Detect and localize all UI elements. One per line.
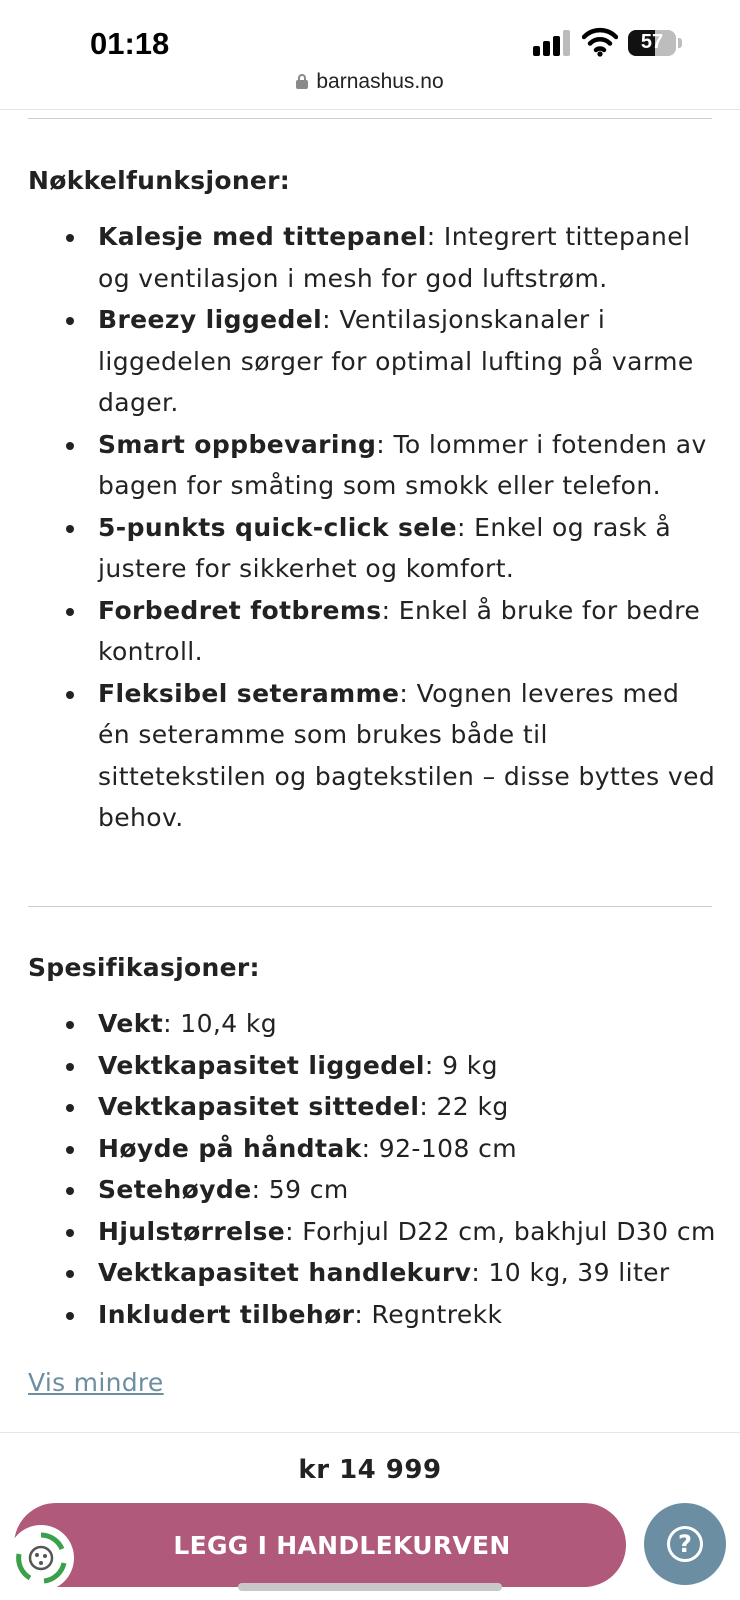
spec-item [28,1128,718,1170]
url-text: barnashus.no [316,70,444,93]
feature-item [28,673,718,839]
divider [28,118,712,119]
spec-item-text: : 10 kg, 39 liter [471,1258,670,1287]
product-details [0,110,740,1432]
feature-item-text: : To lommer i fotenden av bagen for småting som smokk eller telefon. [98,429,707,500]
status-bar [0,0,740,110]
specs-heading: Spesifikasjoner: [28,953,260,982]
recycle-icon[interactable] [8,1525,74,1591]
spec-item [28,1045,718,1087]
signal-icon [533,30,573,56]
feature-item-label: Breezy liggedel [98,305,323,334]
spec-item-label: Hjulstørrelse [98,1216,286,1246]
wifi-icon [582,27,618,57]
spec-item-label: Vektkapasitet sittedel [98,1092,420,1121]
feature-item-text: : Integrert tittepanel og ventilasjon i mesh for god luftstrøm. [98,222,691,293]
spec-item-text: : 22 kg [419,1092,509,1121]
specs-list [28,1003,718,1335]
spec-item-label: Setehøyde [98,1175,252,1204]
spec-item-text: : 9 kg [424,1050,498,1080]
features-list [28,216,718,839]
feature-item [28,299,718,424]
status-time: 01:18 [90,26,170,61]
spec-item [28,1211,718,1253]
feature-item-text: : Ventilasjonskanaler i liggedelen sørger for optimal lufting på varme dager. [98,305,694,417]
feature-item-label: 5-punkts quick-click sele [98,512,457,542]
add-to-cart-button[interactable]: LEGG I HANDLEKURVEN [14,1503,626,1587]
show-less-link[interactable]: Vis mindre [28,1368,164,1397]
help-button[interactable] [644,1503,726,1585]
spec-item-text: : 92-108 cm [361,1133,518,1163]
spec-item-text: : Forhjul D22 cm, bakhjul D30 cm [285,1216,716,1246]
feature-item-text: : Enkel og rask å justere for sikkerhet og komfort. [98,512,672,583]
spec-item-text: : 59 cm [251,1175,349,1204]
spec-item-label: Inkludert tilbehør [98,1299,355,1329]
feature-item-label: Smart oppbevaring [98,429,377,459]
spec-item-label: Vektkapasitet handlekurv [98,1258,472,1287]
spec-item [28,1294,718,1336]
feature-item-label: Kalesje med tittepanel [98,222,427,251]
spec-item [28,1252,718,1294]
feature-item [28,424,718,507]
spec-item-label: Vektkapasitet liggedel [98,1050,425,1080]
spec-item [28,1003,718,1045]
spec-item-label: Vekt [98,1009,164,1038]
spec-item-text: : 10,4 kg [163,1009,278,1038]
feature-item [28,216,718,299]
spec-item-text: : Regntrekk [354,1299,503,1329]
bottom-purchase-bar [0,1432,740,1600]
feature-item-label: Fleksibel seteramme [98,678,400,708]
divider [28,906,712,907]
feature-item-text: : Vognen leveres med én seteramme som brukes både til sittetekstilen og bagtekstilen – disse byttes ved behov. [98,678,716,832]
feature-item [28,590,718,673]
feature-item [28,507,718,590]
question-icon: ? [667,1526,703,1562]
battery-level: 57 [640,31,664,53]
address-bar[interactable] [0,70,740,94]
feature-item-text: : Enkel å bruke for bedre kontroll. [98,595,701,666]
price: kr 14 999 [298,1455,442,1485]
spec-item [28,1169,718,1211]
spec-item-label: Høyde på håndtak [98,1133,362,1163]
spec-item [28,1086,718,1128]
battery-icon [628,30,676,56]
features-heading: Nøkkelfunksjoner: [28,166,291,195]
home-indicator [238,1583,502,1591]
feature-item-label: Forbedret fotbrems [98,595,382,625]
lock-icon [296,74,308,89]
